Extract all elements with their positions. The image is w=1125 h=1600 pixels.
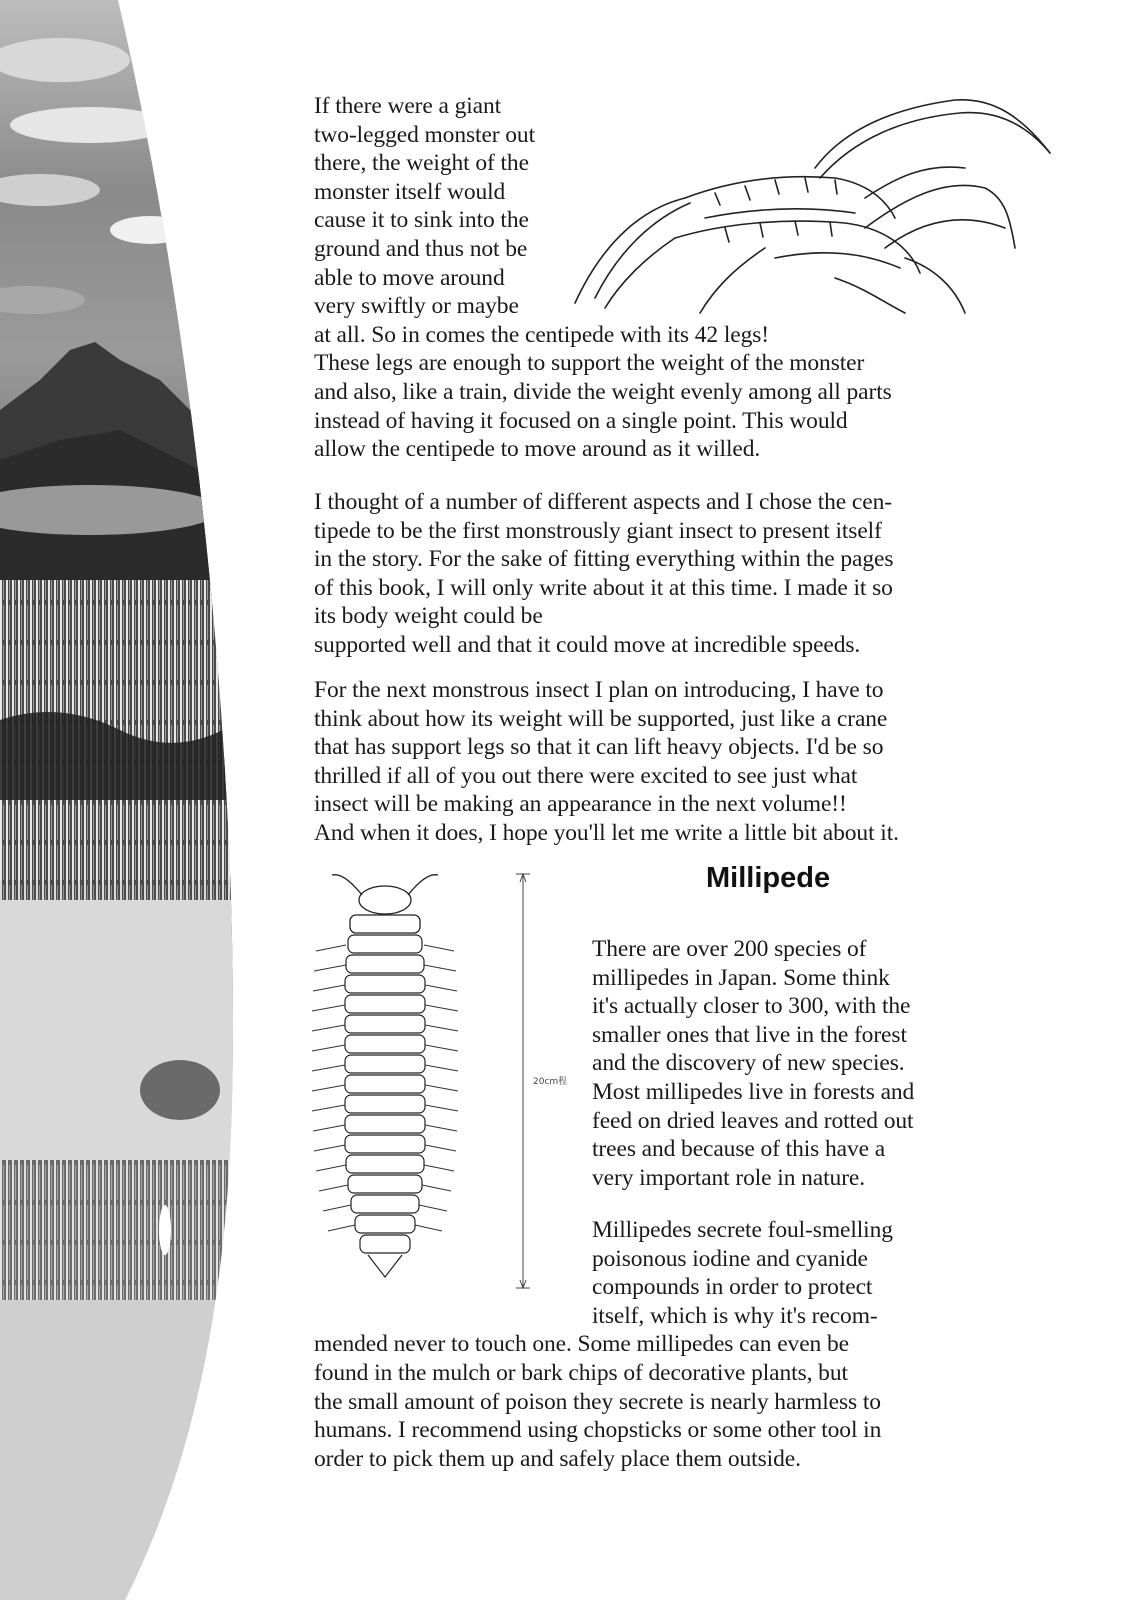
scale-note: 20cm程 bbox=[533, 1077, 568, 1087]
millipede-paragraph2-line: itself, which is why it's recom- bbox=[592, 1302, 878, 1329]
millipede-heading: Millipede bbox=[706, 862, 831, 894]
millipede-paragraph2-line: found in the mulch or bark chips of decorative plants, but bbox=[314, 1360, 848, 1386]
paragraph3-line: that has support legs so that it can lift heavy objects. I'd be so bbox=[314, 734, 884, 761]
paragraph1-line: monster itself would bbox=[314, 178, 506, 205]
paragraph1-line: If there were a giant bbox=[314, 93, 502, 119]
millipede-paragraph1-line: smaller ones that live in the forest bbox=[592, 1021, 907, 1048]
paragraph1-line: and also, like a train, divide the weight evenly among all parts bbox=[314, 379, 892, 405]
millipede-paragraph1-line: trees and because of this have a bbox=[592, 1136, 886, 1163]
paragraph1-line: very swiftly or maybe bbox=[314, 293, 519, 320]
paragraph2-line: in the story. For the sake of fitting everything within the pages bbox=[314, 546, 894, 573]
millipede-paragraph1-line: Most millipedes live in forests and bbox=[592, 1079, 915, 1105]
paragraph1-line: cause it to sink into the bbox=[314, 207, 529, 234]
millipede-paragraph2-line: the small amount of poison they secrete is nearly harmless to bbox=[314, 1388, 881, 1415]
millipede-paragraph1-line: feed on dried leaves and rotted out bbox=[592, 1107, 914, 1134]
paragraph2-line: its body weight could be bbox=[314, 603, 543, 630]
paragraph1-line: there, the weight of the bbox=[314, 150, 529, 177]
paragraph1-line: instead of having it focused on a single point. This would bbox=[314, 407, 848, 434]
millipede-paragraph1-line: and the discovery of new species. bbox=[592, 1050, 905, 1077]
millipede-paragraph1-line: millipedes in Japan. Some think bbox=[592, 964, 890, 991]
millipede-paragraph2-line: Millipedes secrete foul-smelling bbox=[592, 1217, 893, 1243]
millipede-paragraph2-line: humans. I recommend using chopsticks or some other tool in bbox=[314, 1417, 882, 1444]
paragraph2-line: tipede to be the first monstrously giant insect to present itself bbox=[314, 517, 882, 544]
millipede-paragraph1-line: it's actually closer to 300, with the bbox=[592, 993, 911, 1020]
paragraph1-line: allow the centipede to move around as it willed. bbox=[314, 436, 761, 463]
landscape-illustration bbox=[0, 0, 240, 1600]
paragraph1-line: two-legged monster out bbox=[314, 121, 536, 148]
millipede-paragraph2-line: poisonous iodine and cyanide bbox=[592, 1245, 868, 1272]
millipede-paragraph2-line: compounds in order to protect bbox=[592, 1274, 873, 1301]
paragraph1-line: These legs are enough to support the weight of the monster bbox=[314, 350, 865, 377]
paragraph2-line: of this book, I will only write about it at this time. I made it so bbox=[314, 574, 893, 601]
paragraph3-line: insect will be making an appearance in the next volume!! bbox=[314, 791, 847, 818]
millipede-paragraph1-line: There are over 200 species of bbox=[592, 936, 867, 962]
paragraph3-line: And when it does, I hope you'll let me write a little bit about it. bbox=[314, 820, 899, 846]
millipede-sketch bbox=[310, 865, 460, 1305]
paragraph1-line: ground and thus not be bbox=[314, 236, 528, 262]
paragraph1-line: at all. So in comes the centipede with its 42 legs! bbox=[314, 321, 770, 348]
paragraph2-line: supported well and that it could move at incredible speeds. bbox=[314, 632, 861, 658]
paragraph1-line: able to move around bbox=[314, 264, 505, 291]
millipede-paragraph2-line: order to pick them up and safely place them outside. bbox=[314, 1445, 801, 1472]
paragraph3-line: For the next monstrous insect I plan on introducing, I have to bbox=[314, 677, 884, 703]
millipede-paragraph2-line: mended never to touch one. Some millipedes can even be bbox=[314, 1331, 849, 1358]
millipede-paragraph1-line: very important role in nature. bbox=[592, 1164, 866, 1191]
paragraph3-line: thrilled if all of you out there were excited to see just what bbox=[314, 762, 858, 789]
paragraph3-line: think about how its weight will be supported, just like a crane bbox=[314, 705, 888, 732]
paragraph2-line: I thought of a number of different aspects and I chose the cen- bbox=[314, 489, 892, 515]
centipede-sketch bbox=[565, 88, 1075, 318]
